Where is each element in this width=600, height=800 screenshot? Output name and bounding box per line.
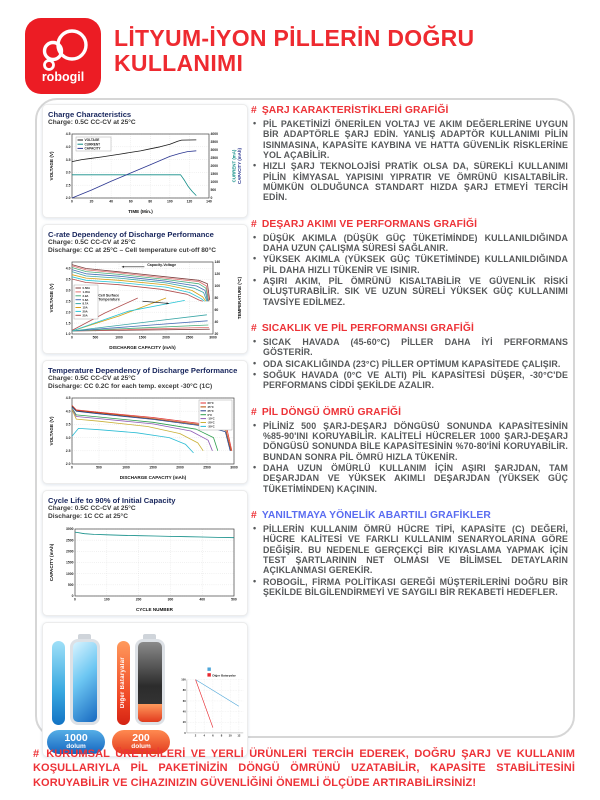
svg-text:-20°C: -20°C — [207, 420, 215, 425]
svg-text:140: 140 — [214, 259, 221, 264]
svg-text:6: 6 — [212, 733, 214, 737]
svg-text:500: 500 — [96, 465, 102, 470]
svg-text:4.0: 4.0 — [65, 144, 71, 149]
chart-subtitle: Charge: 0.5C CC-CV at 25°C — [48, 505, 136, 513]
svg-text:VOLTAGE (V): VOLTAGE (V) — [49, 151, 54, 181]
svg-text:3.0: 3.0 — [65, 170, 71, 175]
svg-text:1000: 1000 — [65, 571, 74, 576]
battery-comparison-panel — [42, 622, 248, 757]
svg-text:2.5: 2.5 — [65, 448, 71, 453]
svg-text:1500: 1500 — [138, 335, 147, 340]
svg-text:2.5: 2.5 — [65, 183, 71, 188]
sections-column — [251, 105, 568, 598]
series-capacity — [75, 532, 234, 538]
chart-subtitle: Discharge: 1C CC at 25°C — [48, 513, 128, 521]
svg-text:-10°C: -10°C — [207, 416, 215, 421]
svg-text:2000: 2000 — [176, 465, 184, 470]
svg-text:100: 100 — [214, 283, 221, 288]
section-heading — [251, 323, 568, 334]
chart-subtitle: Charge: 0.5C CC-CV at 25°C — [48, 239, 136, 247]
legend — [76, 137, 111, 151]
svg-text:2500: 2500 — [185, 335, 194, 340]
section-heading — [251, 407, 568, 418]
section-heading-text: SICAKLIK VE PİL PERFORMANSI GRAFİĞİ — [261, 322, 474, 334]
svg-text:3.5: 3.5 — [65, 277, 71, 282]
page-title-line1: LİTYUM-İYON PİLLERİN DOĞRU — [114, 25, 475, 51]
hash-mark: # — [251, 105, 257, 116]
svg-text:1000: 1000 — [210, 179, 219, 184]
svg-text:140: 140 — [206, 199, 212, 204]
chart-svg-temperature-discharge — [48, 393, 244, 481]
svg-text:120: 120 — [214, 271, 221, 276]
svg-text:Capacity-Voltage: Capacity-Voltage — [147, 262, 177, 267]
cycle-count-value: 200 — [132, 731, 150, 744]
chart-svg-c-rate-discharge — [48, 257, 244, 351]
legend — [199, 400, 232, 430]
svg-text:3000: 3000 — [230, 465, 238, 470]
section-heading — [251, 219, 568, 230]
svg-text:TEMPERATURE (°C): TEMPERATURE (°C) — [237, 276, 242, 319]
robogil-battery-group — [47, 629, 105, 754]
svg-text:1500: 1500 — [65, 560, 74, 565]
svg-text:2: 2 — [194, 733, 197, 737]
svg-text:100: 100 — [181, 678, 186, 682]
svg-text:2000: 2000 — [65, 549, 74, 554]
footer-text: KURUMSAL ÜRETİCİLERİ VE YERLİ ÜRÜNLERİ TERCİH EDEREK, DOĞRU ŞARJ VE KULLANIM KOŞULLARIYLA PİL PAKETİNİZİN DÖNGÜ ÖMRÜNÜ UZATABİLİR, KAPASİTE STABİLİTESİNİ KORUYABİLİR VE CİHAZINIZIN GÜVENLİĞİNİ ÖNEMLİ ÖLÇÜDE ARTIRABİLİRSİNİZ! — [33, 748, 575, 789]
svg-text:0: 0 — [71, 199, 73, 204]
svg-text:DISCHARGE CAPACITY (mAh): DISCHARGE CAPACITY (mAh) — [109, 344, 176, 350]
section-1 — [251, 219, 568, 308]
svg-text:60°C: 60°C — [207, 400, 214, 405]
svg-text:40: 40 — [109, 199, 114, 204]
chart-title: Charge Characteristics — [48, 110, 132, 119]
hash-mark: # — [251, 218, 257, 230]
page-title-line2: KULLANIMI — [114, 50, 244, 77]
bullet-item: • ROBOGİL, FİRMA POLİTİKASI GEREĞİ MÜŞTERİLERİNİ DOĞRU BİR ŞEKİLDE BİLGİLENDİRMEYİ VE SAYGILI BİR REKABETİ HEDEFLER. — [251, 577, 568, 598]
robogil-logo — [25, 18, 101, 94]
svg-text:4000: 4000 — [210, 131, 219, 136]
chart-title: Temperature Dependency of Discharge Performance — [48, 365, 238, 375]
battery-cap — [78, 634, 91, 639]
svg-text:4.0: 4.0 — [65, 266, 71, 271]
svg-text:20: 20 — [182, 720, 186, 724]
robogil-battery-row — [52, 629, 101, 725]
svg-text:20: 20 — [214, 331, 219, 336]
svg-text:2.0: 2.0 — [65, 461, 71, 466]
other-battery-row — [117, 629, 166, 725]
chart-card-c-rate-discharge — [42, 224, 248, 354]
section-2 — [251, 323, 568, 392]
svg-text:2000: 2000 — [162, 335, 170, 340]
cycle-count-value: 1000 — [64, 731, 88, 744]
other-batteries-capsule — [117, 641, 130, 725]
bullet-item: • PİLLERİN KULLANIM ÖMRÜ HÜCRE TİPİ, KAPASİTE (C) DEĞERİ, HÜCRE KALİTESİ VE FARKLI KULLANIM SENARYOLARINA GÖRE DEĞİŞİR. BU NEDENLE GERÇEKÇİ BİR KIYASLAMA YAPMAK İÇİN TEST ŞARTLARININ NET OLMASI VE BİLİMSEL DETAYLARIN AÇIKLANMASI GEREKİR. — [251, 524, 568, 576]
svg-text:500: 500 — [231, 597, 237, 602]
battery-low-charge-fill — [138, 704, 162, 722]
svg-text:40: 40 — [182, 710, 186, 714]
svg-text:VOLTAGE (V): VOLTAGE (V) — [49, 416, 54, 446]
svg-text:4.0: 4.0 — [65, 409, 71, 414]
bullet-item: • ODA SICAKLIĞINDA (23°C) PİLLER OPTİMUM KAPASİTEDE ÇALIŞIR. — [251, 359, 568, 369]
hash-mark: # — [251, 322, 257, 334]
bullet-item: • PİL PAKETİNİZİ ÖNERİLEN VOLTAJ VE AKIM DEĞERLERİNE UYGUN BİR ADAPTÖRLE ŞARJ EDİN. YANLIŞ ADAPTÖR KULLANIMI PİLİN ISINMASINA, KAPASİTE KAYBINA VE HATTA GÜVENLİK RİSKLERİNE YOL AÇABİLİR. — [251, 119, 568, 160]
svg-text:4.5: 4.5 — [65, 131, 71, 136]
svg-text:2500: 2500 — [210, 155, 219, 160]
svg-text:20A: 20A — [82, 309, 88, 314]
svg-text:8.7A: 8.7A — [82, 301, 89, 306]
legend — [207, 667, 236, 677]
svg-text:20: 20 — [89, 199, 94, 204]
chart-subtitle: Discharge: CC 0.2C for each temp. except -30°C (1C) — [48, 383, 213, 391]
svg-text:25A: 25A — [82, 313, 88, 318]
battery-body-low — [135, 639, 165, 725]
svg-text:300: 300 — [167, 597, 174, 602]
chart-subtitle: Charge: 0.5C CC-CV at 25°C — [48, 375, 136, 383]
section-heading-text: DEŞARJ AKIMI VE PERFORMANS GRAFİĞİ — [261, 218, 478, 230]
full-battery-icon — [69, 634, 101, 725]
svg-text:0: 0 — [71, 335, 73, 340]
series-CAPACITY — [72, 151, 196, 198]
section-4 — [251, 510, 568, 598]
svg-text:TIME (Min.): TIME (Min.) — [128, 208, 153, 214]
chart-card-temperature-discharge — [42, 360, 248, 484]
svg-text:VOLTAGE (V): VOLTAGE (V) — [49, 283, 54, 313]
svg-text:2000: 2000 — [210, 163, 219, 168]
section-heading-text: PİL DÖNGÜ ÖMRÜ GRAFİĞİ — [261, 406, 402, 418]
svg-text:CYCLE NUMBER: CYCLE NUMBER — [135, 606, 174, 612]
svg-text:3.0: 3.0 — [65, 435, 71, 440]
cycle-count-unit: dolum — [131, 743, 151, 751]
svg-text:CURRENT (mA): CURRENT (mA) — [231, 149, 237, 183]
section-heading — [251, 105, 568, 116]
svg-text:60: 60 — [128, 199, 133, 204]
svg-text:CAPACITY (mAh): CAPACITY (mAh) — [237, 147, 242, 184]
bullet-item: • AŞIRI AKIM, PİL ÖMRÜNÜ KISALTABİLİR VE GÜVENLİK RİSKİ OLUŞTURABİLİR. SIK VE UZUN SÜRELİ YÜKSEK GÜÇ KULLANIMI TAVSİYE EDİLMEZ. — [251, 276, 568, 307]
svg-text:1.5: 1.5 — [65, 320, 71, 325]
bullet-item: • DAHA UZUN ÖMÜRLÜ KULLANIM İÇİN AŞIRI ŞARJDAN, TAM DEŞARJDAN VE YÜKSEK AKIMLI DEŞARJDAN (YÜKSEK GÜÇ TÜKETİMİNDEN) KAÇININ. — [251, 463, 568, 494]
svg-text:Diğer Bataryalar: Diğer Bataryalar — [212, 672, 236, 677]
svg-text:CAPACITY (mAh): CAPACITY (mAh) — [49, 543, 54, 581]
bullet-item: • YÜKSEK AKIMLA (YÜKSEK GÜÇ TÜKETİMİNDE) KULLANILDIĞINDA PİL DAHA HIZLI TÜKENİR VE ISINIR. — [251, 254, 568, 275]
chart-title: C-rate Dependency of Discharge Performance — [48, 229, 214, 239]
svg-text:2500: 2500 — [65, 537, 74, 542]
section-heading — [251, 510, 568, 521]
svg-text:CAPACITY: CAPACITY — [84, 146, 101, 151]
svg-text:3000: 3000 — [65, 526, 74, 531]
svg-text:1000: 1000 — [122, 465, 130, 470]
bullet-item: • PİLİNİZ 500 ŞARJ-DEŞARJ DÖNGÜSÜ SONUNDA KAPASİTESİNİN %85-90'INI KORUYABİLİR. KALİTELİ HÜCRELER 1000 ŞARJ-DEŞARJ DÖNGÜSÜ SONUNDA BİLE KAPASİTESİNİN %70-80'İNİ KORUYABİLİR. BUNDAN SONRA PİL ÖMRÜ HIZLA TÜKENİR. — [251, 421, 568, 462]
series-robogil — [196, 679, 239, 706]
battery-body-full — [70, 639, 100, 725]
svg-text:80: 80 — [148, 199, 153, 204]
svg-text:2.0: 2.0 — [65, 195, 71, 200]
section-heading-text: YANILTMAYA YÖNELİK ABARTILI GRAFİKLER — [261, 509, 491, 521]
svg-text:VOLTAGE: VOLTAGE — [84, 137, 100, 142]
svg-text:Temperature: Temperature — [98, 297, 120, 302]
chart-title: Cycle Life to 90% of Initial Capacity — [48, 495, 176, 505]
svg-text:0: 0 — [71, 593, 74, 598]
svg-text:0°C: 0°C — [207, 412, 213, 417]
svg-text:80: 80 — [214, 295, 219, 300]
svg-text:60: 60 — [182, 699, 186, 703]
svg-text:12: 12 — [237, 733, 241, 737]
bullet-item: • SICAK HAVADA (45-60°C) PİLLER DAHA İYİ PERFORMANS GÖSTERİR. — [251, 337, 568, 358]
svg-text:1.45A: 1.45A — [82, 289, 90, 294]
svg-text:400: 400 — [199, 597, 206, 602]
svg-text:DISCHARGE CAPACITY (mAh): DISCHARGE CAPACITY (mAh) — [119, 474, 187, 480]
svg-text:45°C: 45°C — [207, 404, 214, 409]
svg-text:3500: 3500 — [210, 139, 219, 144]
svg-text:500: 500 — [67, 582, 74, 587]
battery-cap — [143, 634, 156, 639]
svg-text:60: 60 — [214, 307, 219, 312]
blue-capsule-icon — [52, 641, 65, 725]
footer-note — [33, 747, 575, 790]
chart-svg-cycle-life — [48, 523, 244, 613]
svg-text:2500: 2500 — [203, 465, 211, 470]
svg-text:3.5: 3.5 — [65, 422, 71, 427]
svg-text:5.8A: 5.8A — [82, 297, 89, 302]
svg-text:4.5: 4.5 — [65, 395, 71, 400]
svg-text:2.0: 2.0 — [65, 310, 71, 315]
charts-column — [42, 104, 248, 757]
section-0 — [251, 105, 568, 204]
series--30°C — [72, 428, 194, 453]
bullet-item: • SOĞUK HAVADA (0°C VE ALTI) PİL KAPASİTESİ DÜŞER, -30°C'DE PERFORMANS CİDDİ ŞEKİLDE AZALIR. — [251, 370, 568, 391]
hash-mark: # — [251, 406, 257, 418]
svg-text:2.9A: 2.9A — [82, 293, 89, 298]
logo-text: robogil — [41, 70, 85, 84]
svg-text:3.5: 3.5 — [65, 157, 71, 162]
chart-svg-charge-characteristics — [48, 129, 244, 215]
svg-text:0: 0 — [210, 195, 213, 200]
svg-text:100: 100 — [103, 597, 110, 602]
chart-card-charge-characteristics — [42, 104, 248, 218]
svg-text:8: 8 — [220, 733, 223, 737]
svg-text:0: 0 — [71, 465, 73, 470]
svg-text:120: 120 — [186, 199, 193, 204]
svg-text:0: 0 — [184, 731, 186, 735]
svg-text:1500: 1500 — [210, 171, 219, 176]
svg-text:-30°C: -30°C — [207, 424, 215, 429]
chart-subtitle: Discharge: CC at 25°C – Cell temperature cut-off 80°C — [48, 247, 216, 255]
chart-card-cycle-life — [42, 490, 248, 616]
chart-subtitle: Charge: 0.5C CC-CV at 25°C — [48, 119, 136, 127]
svg-text:200: 200 — [135, 597, 142, 602]
svg-text:3000: 3000 — [209, 335, 217, 340]
robogil-logo-icon — [25, 18, 101, 94]
section-heading-text: ŞARJ KARAKTERİSTİKLERİ GRAFİĞİ — [261, 105, 449, 116]
hash-mark: # — [251, 509, 257, 521]
svg-text:3000: 3000 — [210, 147, 219, 152]
svg-text:40: 40 — [214, 319, 219, 324]
svg-text:15A: 15A — [82, 305, 88, 310]
battery-life-comparison-chart — [177, 654, 247, 754]
footer-hash: # — [33, 748, 40, 760]
bullet-item: • DÜŞÜK AKIMLA (DÜŞÜK GÜÇ TÜKETİMİNDE) KULLANILDIĞINDA DAHA UZUN ÇALIŞMA SÜRESİ SAĞLANIR. — [251, 233, 568, 254]
svg-text:1.0: 1.0 — [65, 331, 71, 336]
svg-text:3.0: 3.0 — [65, 288, 71, 293]
other-batteries-label: Diğer Bataryalar — [120, 657, 126, 709]
svg-text:1000: 1000 — [115, 335, 123, 340]
series-diğer bataryalar — [196, 679, 213, 727]
svg-text:1500: 1500 — [149, 465, 157, 470]
svg-text:CURRENT: CURRENT — [84, 142, 101, 147]
svg-text:Cell Surface: Cell Surface — [98, 293, 120, 298]
svg-text:500: 500 — [210, 187, 217, 192]
svg-text:500: 500 — [92, 335, 99, 340]
legend — [74, 285, 98, 319]
bullet-item: • HIZLI ŞARJ TEKNOLOJİSİ PRATİK OLSA DA, SÜREKLİ KULLANIMI PİLİN KİMYASAL YAPISINI YIPRATIR VE ÖMRÜNÜ KISALTABİLİR. MÜMKÜN OLDUĞUNCA STANDART HIZDA ŞARJ ETMEYİ TERCİH EDİN. — [251, 161, 568, 202]
svg-text:100: 100 — [167, 199, 173, 204]
low-battery-icon — [134, 634, 166, 725]
svg-text:4: 4 — [203, 733, 205, 737]
other-battery-group — [112, 629, 170, 754]
svg-text:80: 80 — [182, 688, 186, 692]
svg-text:2.5: 2.5 — [65, 299, 71, 304]
section-3 — [251, 407, 568, 495]
page-title — [114, 26, 554, 77]
svg-text:0: 0 — [74, 597, 76, 602]
svg-text:10: 10 — [228, 733, 232, 737]
cycle-count-unit: dolum — [66, 743, 86, 751]
svg-text:0.58A: 0.58A — [82, 285, 90, 290]
svg-text:25°C: 25°C — [207, 408, 214, 413]
